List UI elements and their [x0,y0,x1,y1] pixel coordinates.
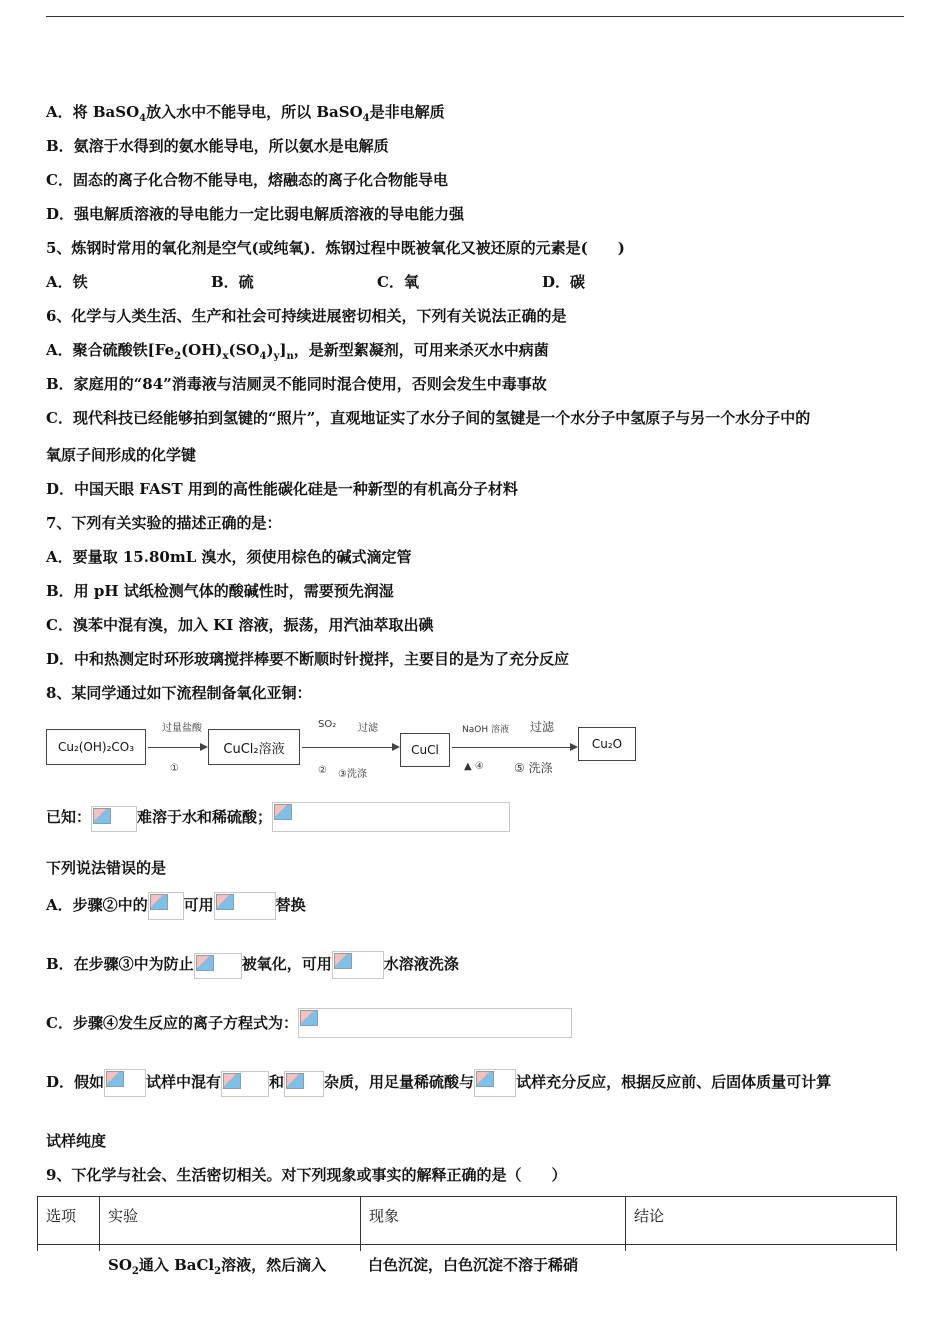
q8-option-c: C．步骤④发生反应的离子方程式为： [46,1008,572,1038]
q8-ask: 下列说法错误的是 [46,859,167,877]
q9-table [37,1196,897,1251]
q8-option-b: B．在步骤③中为防止 被氧化，可用 水溶液洗涤 [46,949,459,979]
q9-row1-experiment: $SO_2$通入 BaCl$_2$溶液，然后滴入 [108,1256,327,1277]
flow-box-reactant: Cu₂(OH)₂CO₃ [46,729,146,765]
q7-option-c: C．溴苯中混有溴，加入 KI 溶液，振荡，用汽油萃取出碘 [46,616,434,634]
q6-option-d: D．中国天眼 FAST 用到的高性能碳化硅是一种新型的有机高分子材料 [46,480,518,498]
table-row [38,1245,897,1252]
flow-box-cucl2: CuCl₂溶液 [208,729,300,765]
formula-image [221,1071,269,1097]
q8-option-d: D．假如 试样中混有 和 杂质，用足量稀硫酸与 试样充分反应，根据反应前、后固体质量可计算 [46,1067,831,1097]
flow-arrow2-bottom1: ② [318,765,327,776]
flow-arrow3-top1: NaOH 溶液 [462,725,509,735]
table-header: 实验 [100,1197,361,1245]
q5-option-d: D．碳 [542,273,586,291]
q9-row1-phenomenon: 白色沉淀，白色沉淀不溶于稀硝 [368,1256,579,1274]
flow-arrow-3 [452,747,576,748]
q7-option-d: D．中和热测定时环形玻璃搅拌棒要不断顺时针搅拌，主要目的是为了充分反应 [46,650,570,668]
flow-arrow-1 [148,747,206,748]
table-header: 选项 [38,1197,100,1245]
flow-arrow3-bottom1: ▲ ④ [464,761,484,772]
formula-image [298,1008,572,1038]
q5-option-a: A．铁 [46,273,88,291]
formula-image [148,892,184,920]
flow-arrow-2 [302,747,398,748]
q7-stem: 7、下列有关实验的描述正确的是： [46,514,282,532]
formula-image [474,1069,516,1097]
formula-image [194,953,242,979]
table-header-row [38,1197,897,1245]
formula-image [332,951,384,979]
q4-option-b: B．氨溶于水得到的氨水能导电，所以氨水是电解质 [46,137,389,155]
q4-option-a: A．将 BaSO$_4$放入水中不能导电，所以 BaSO$_4$是非电解质 [46,103,445,124]
q6-option-c-line2: 氧原子间形成的化学键 [46,446,197,464]
table-header: 结论 [626,1197,897,1245]
q5-option-c: C．氧 [377,273,419,291]
formula-image [214,892,276,920]
formula-image [284,1071,324,1097]
q5-stem: 5、炼钢时常用的氧化剂是空气(或纯氧)．炼钢过程中既被氧化又被还原的元素是( ) [46,239,625,257]
q8-flowchart [46,717,646,782]
top-rule [46,16,904,17]
q5-option-b: B．硫 [211,273,254,291]
q9-stem: 9、下化学与社会、生活密切相关。对下列现象或事实的解释正确的是（ ） [46,1166,567,1184]
flow-box-cu2o: Cu₂O [578,727,636,761]
formula-image [272,802,510,832]
flow-arrow3-bottom2: ⑤ 洗涤 [514,761,553,775]
q8-known: 已知： 难溶于水和稀硫酸； [46,802,510,832]
q6-option-c-line1: C．现代科技已经能够拍到氢键的“照片”，直观地证实了水分子间的氢键是一个水分子中氢原子与另一个水分子中的 [46,409,811,427]
formula-image [91,806,137,832]
flow-arrow2-bottom2: ③洗涤 [338,769,367,780]
q7-option-a: A．要量取 15.80mL 溴水，须使用棕色的碱式滴定管 [46,548,412,566]
formula-image [104,1069,146,1097]
flow-arrow3-top2: 过滤 [530,720,555,734]
q8-option-d-line2: 试样纯度 [46,1132,107,1150]
flow-arrow2-top2: 过滤 [358,723,378,734]
q4-option-d: D．强电解质溶液的导电能力一定比弱电解质溶液的导电能力强 [46,205,465,223]
q8-option-a: A．步骤②中的 可用 替换 [46,890,306,920]
q8-stem: 8、某同学通过如下流程制备氧化亚铜： [46,684,312,702]
flow-arrow1-top: 过量盐酸 [162,723,202,734]
q4-option-c: C．固态的离子化合物不能导电，熔融态的离子化合物能导电 [46,171,448,189]
flow-arrow2-top1: SO₂ [318,719,337,730]
q6-option-a: A．聚合硫酸铁$[Fe_2(OH)_x(SO_4)_y]_n$，是新型絮凝剂，可用来杀灭水中病菌 [46,341,549,362]
q6-stem: 6、化学与人类生活、生产和社会可持续进展密切相关，下列有关说法正确的是 [46,307,567,325]
flow-box-cucl: CuCl [400,733,450,767]
q6-option-b: B．家庭用的“84”消毒液与洁厕灵不能同时混合使用，否则会发生中毒事故 [46,375,547,393]
table-header: 现象 [361,1197,626,1245]
flow-arrow1-bottom: ① [170,763,179,774]
q7-option-b: B．用 pH 试纸检测气体的酸碱性时，需要预先润湿 [46,582,394,600]
